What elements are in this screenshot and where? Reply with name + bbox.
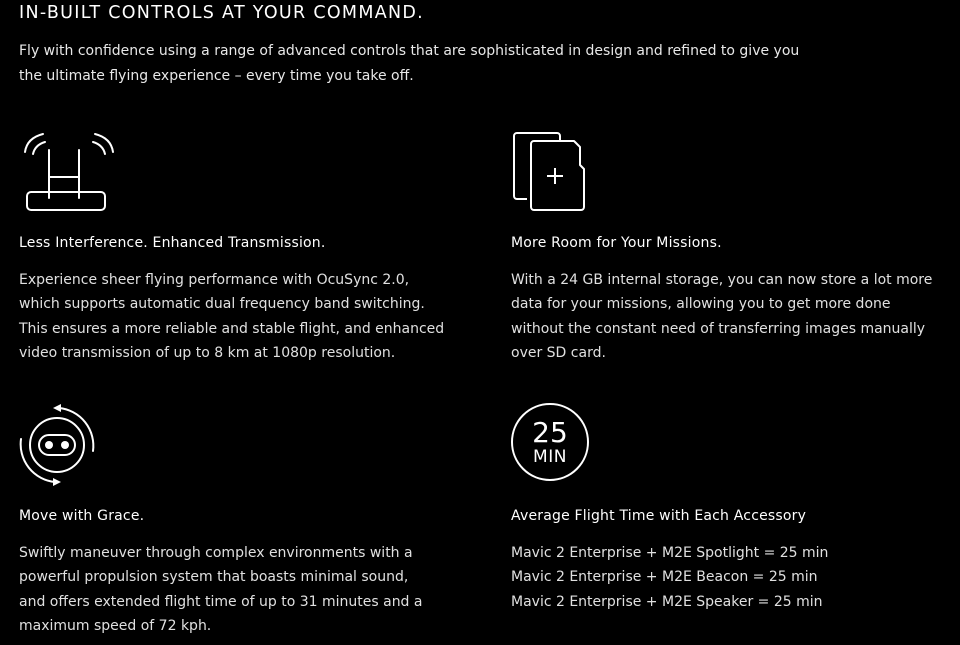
feature-title: Average Flight Time with Each Accessory [511,508,807,524]
intro-text: Fly with confidence using a range of advanced controls that are sophisticated in design and refined to give you the ultimate flying experience – every time you take off. [19,43,800,84]
flight-time-badge-icon [511,403,589,481]
feature-title: More Room for Your Missions. [511,235,722,251]
badge-number: 25 [532,416,568,449]
page-title: IN-BUILT CONTROLS AT YOUR COMMAND. [19,3,425,23]
feature-description: Experience sheer flying performance with OcuSync 2.0, which supports automatic dual frequency band switching. This ensures a more reliable and stable flight, and enhanced video transmission of up to 8 km at 1080p resolution. [19,272,445,362]
propulsion-rotate-icon [19,403,99,493]
badge-unit: MIN [533,447,567,467]
wifi-router-icon [19,130,119,220]
feature-title: Less Interference. Enhanced Transmission. [19,235,326,251]
feature-description: Mavic 2 Enterprise + M2E Spotlight = 25 min Mavic 2 Enterprise + M2E Beacon = 25 min Mavic 2 Enterprise + M2E Speaker = 25 min [511,545,829,610]
feature-title: Move with Grace. [19,508,145,524]
memory-card-icon [511,130,591,220]
feature-description: Swiftly maneuver through complex environments with a powerful propulsion system that boasts minimal sound, and offers extended flight time of up to 31 minutes and a maximum speed of 72 kph. [19,545,423,635]
feature-description: With a 24 GB internal storage, you can now store a lot more data for your missions, allowing you to get more done without the constant need of transferring images manually over SD card. [511,272,933,362]
